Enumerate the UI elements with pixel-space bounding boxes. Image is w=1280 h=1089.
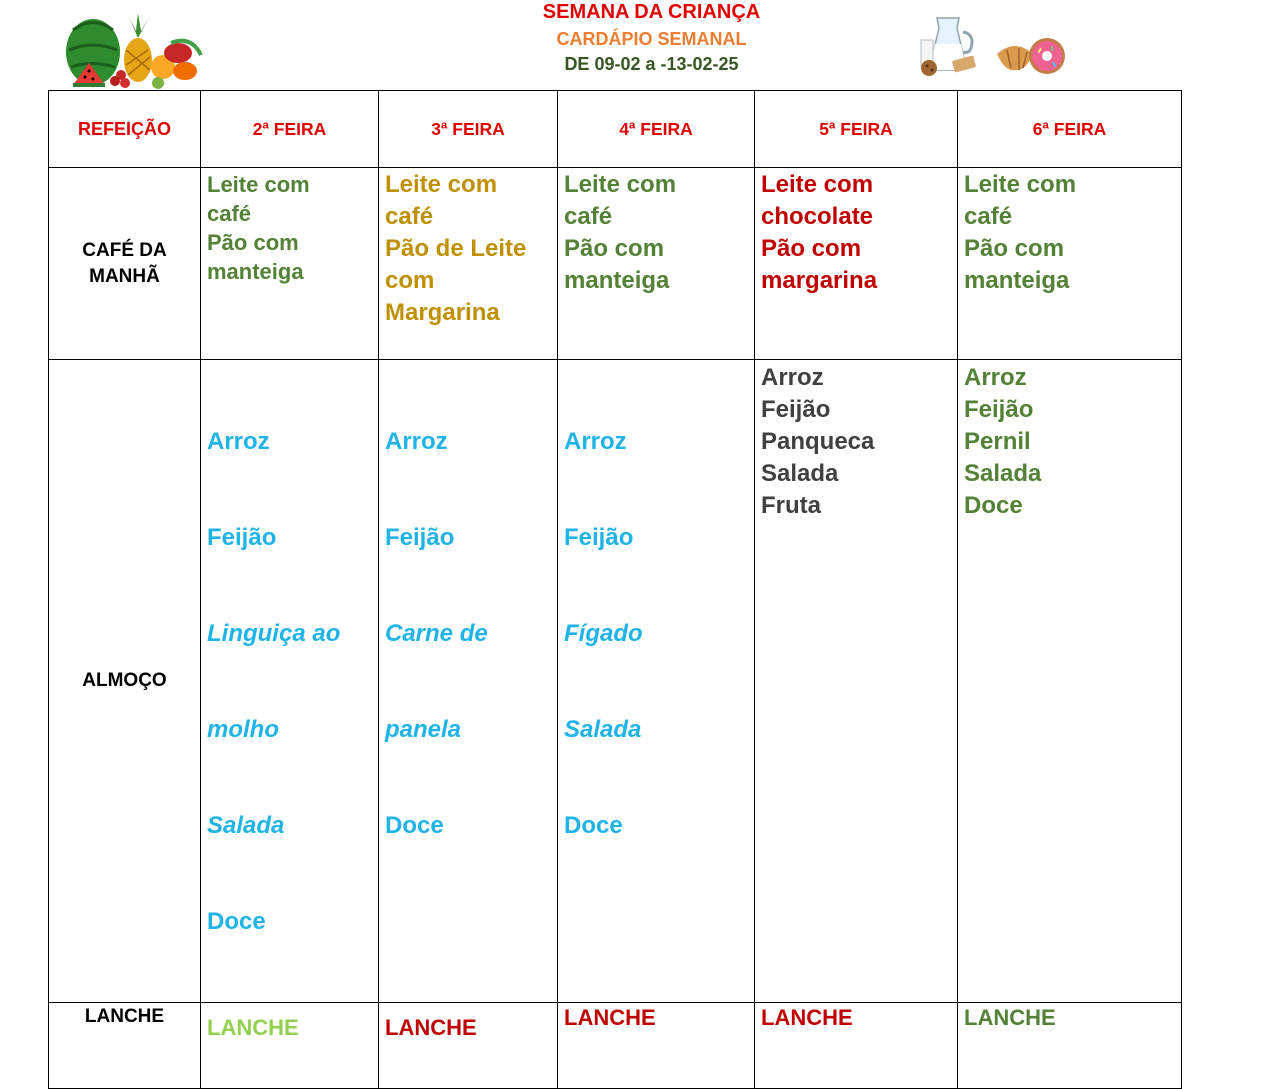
menu-item: Salada — [964, 460, 1042, 487]
column-header-monday: 2ª FEIRA — [201, 91, 379, 168]
cell-snack-monday — [201, 1003, 379, 1089]
cell-snack-friday — [958, 1003, 1182, 1089]
menu-item: Doce — [207, 908, 266, 935]
menu-item: Feijão — [207, 524, 277, 551]
cell-lunch-tuesday — [379, 360, 558, 1003]
menu-item: café — [964, 203, 1013, 230]
menu-item: chocolate — [761, 203, 874, 230]
cell-snack-wednesday — [558, 1003, 755, 1089]
row-label-breakfast-line2: MANHÃ — [89, 265, 160, 287]
menu-item: Arroz — [207, 428, 270, 455]
menu-item: margarina — [761, 267, 878, 294]
cell-lunch-thursday — [755, 360, 958, 1003]
menu-item: Leite com — [564, 171, 677, 198]
menu-item: molho — [207, 716, 279, 743]
menu-item: Leite com — [385, 171, 498, 198]
menu-item: Leite com — [964, 171, 1077, 198]
menu-item: Pernil — [964, 428, 1031, 455]
menu-item: Pão com — [964, 235, 1065, 262]
cell-breakfast-tuesday — [379, 168, 558, 360]
menu-item: manteiga — [207, 259, 304, 284]
menu-item: Arroz — [564, 428, 627, 455]
menu-item: Feijão — [385, 524, 455, 551]
menu-item: Carne de — [385, 620, 488, 647]
row-label-breakfast-line1: CAFÉ DA — [82, 239, 167, 261]
menu-item: Feijão — [564, 524, 634, 551]
table-header-row — [49, 91, 1182, 168]
menu-item: LANCHE — [207, 1015, 299, 1040]
menu-item: Leite com — [207, 172, 310, 197]
page-title: SEMANA DA CRIANÇA — [542, 1, 761, 23]
menu-item: panela — [385, 716, 462, 743]
fruits-illustration — [63, 5, 204, 91]
column-header-friday: 6ª FEIRA — [958, 91, 1182, 168]
weekly-menu-table — [48, 90, 1182, 1089]
menu-item: Arroz — [761, 364, 824, 391]
cell-breakfast-thursday — [755, 168, 958, 360]
menu-item: Fígado — [564, 620, 643, 647]
row-label-snack: LANCHE — [49, 1003, 201, 1089]
row-label-lunch: ALMOÇO — [49, 360, 201, 1003]
page-header — [0, 0, 1280, 90]
menu-item: Doce — [385, 812, 444, 839]
cell-lunch-wednesday — [558, 360, 755, 1003]
menu-item: Pão com — [207, 230, 299, 255]
column-header-meal: REFEIÇÃO — [49, 91, 201, 168]
row-label-breakfast — [49, 168, 201, 360]
menu-item: café — [385, 203, 434, 230]
menu-item: Salada — [564, 716, 642, 743]
menu-item: manteiga — [564, 267, 670, 294]
page-subtitle: CARDÁPIO SEMANAL — [556, 29, 747, 49]
table-row-breakfast — [49, 168, 1182, 360]
menu-item: Linguiça ao — [207, 620, 341, 647]
menu-item: Arroz — [385, 428, 448, 455]
menu-item: Doce — [964, 492, 1023, 519]
menu-item: LANCHE — [564, 1005, 656, 1030]
menu-item: Salada — [761, 460, 839, 487]
menu-item: Doce — [564, 812, 623, 839]
menu-item: Feijão — [964, 396, 1034, 423]
column-header-thursday: 5ª FEIRA — [755, 91, 958, 168]
menu-item: LANCHE — [761, 1005, 853, 1030]
cell-snack-tuesday — [379, 1003, 558, 1089]
cell-lunch-monday — [201, 360, 379, 1003]
breakfast-illustration — [915, 10, 1075, 82]
menu-item: manteiga — [964, 267, 1070, 294]
menu-item: Feijão — [761, 396, 831, 423]
cell-snack-thursday — [755, 1003, 958, 1089]
menu-item: café — [564, 203, 613, 230]
column-header-tuesday: 3ª FEIRA — [379, 91, 558, 168]
menu-item: Margarina — [385, 299, 500, 326]
column-header-wednesday: 4ª FEIRA — [558, 91, 755, 168]
menu-item: LANCHE — [385, 1015, 477, 1040]
cell-lunch-friday — [958, 360, 1182, 1003]
menu-item: LANCHE — [964, 1005, 1056, 1030]
menu-item: Arroz — [964, 364, 1027, 391]
cell-breakfast-wednesday — [558, 168, 755, 360]
menu-item: Pão de Leite — [385, 235, 527, 262]
menu-item: café — [207, 201, 252, 226]
cell-breakfast-friday — [958, 168, 1182, 360]
table-row-lunch — [49, 360, 1182, 1003]
menu-item: Salada — [207, 812, 285, 839]
table-row-snack — [49, 1003, 1182, 1089]
menu-item: Pão com — [564, 235, 665, 262]
menu-item: Panqueca — [761, 428, 875, 455]
menu-item: Fruta — [761, 492, 821, 519]
menu-item: com — [385, 267, 435, 294]
menu-item: Pão com — [761, 235, 862, 262]
cell-breakfast-monday — [201, 168, 379, 360]
date-range: DE 09-02 a -13-02-25 — [564, 54, 739, 74]
menu-item: Leite com — [761, 171, 874, 198]
